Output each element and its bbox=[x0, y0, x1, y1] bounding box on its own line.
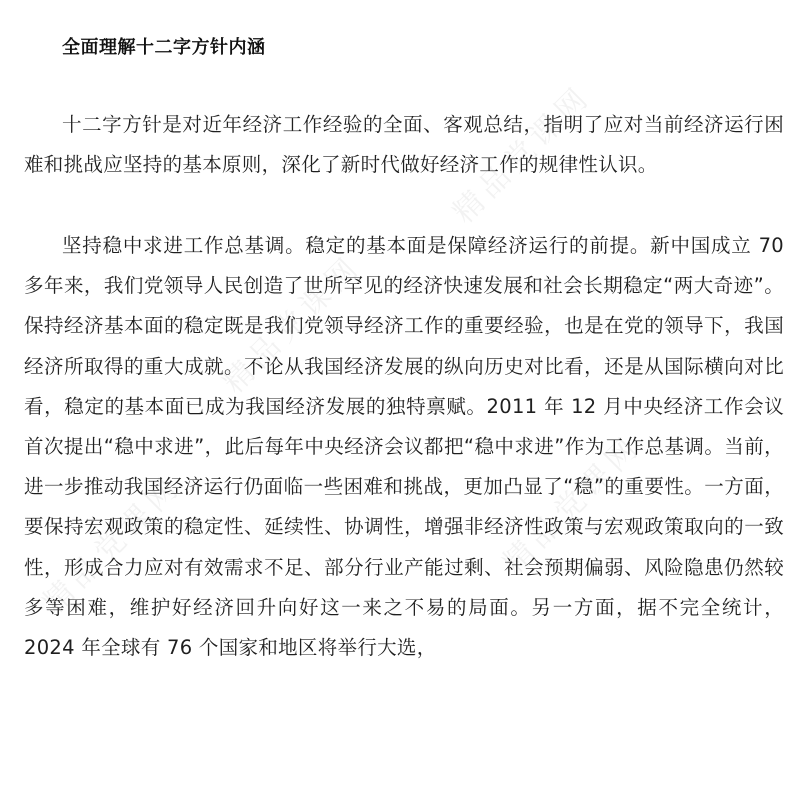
watermark: 精品党课网 bbox=[496, 428, 649, 581]
watermark: 精品党课网 bbox=[216, 248, 369, 401]
watermark: 精品党课网 bbox=[36, 468, 189, 621]
document-title: 全面理解十二字方针内涵 bbox=[62, 37, 266, 58]
paragraph-stability: 坚持稳中求进工作总基调。稳定的基本面是保障经济运行的前提。新中国成立 70 多年来，我们党领导人民创造了世所罕见的经济快速发展和社会长期稳定“两大奇迹”。保持经济基本面的稳定既是我们党领导经济工作的重要经验，也是在党的领导下，我国经济所取得的重大成就。不论从我国经济发展的纵向历史对比看，还是从国际横向对比看，稳定的基本面已成为我国经济发展的独特禀赋。2011 年 12 月中央经济工作会议首次提出“稳中求进”，此后每年中央经济会议都把“稳中求进”作为工作总基调。当前，进一步推动我国经济运行仍面临一些困难和挑战，更加凸显了“稳”的重要性。一方面，要保持宏观政策的稳定性、延续性、协调性，增强非经济性政策与宏观政策取向的一致性，形成合力应对有效需求不足、部分行业产能过剩、社会预期偏弱、风险隐患仍然较多等困难，维护好经济回升向好这一来之不易的局面。另一方面，据不完全统计，2024 年全球有 76 个国家和地区将举行大选， bbox=[24, 234, 784, 660]
watermark: 精品党课网 bbox=[446, 78, 599, 231]
paragraph-intro: 十二字方针是对近年经济工作经验的全面、客观总结，指明了应对当前经济运行困难和挑战应坚持的基本原则，深化了新时代做好经济工作的规律性认识。 bbox=[24, 113, 784, 177]
